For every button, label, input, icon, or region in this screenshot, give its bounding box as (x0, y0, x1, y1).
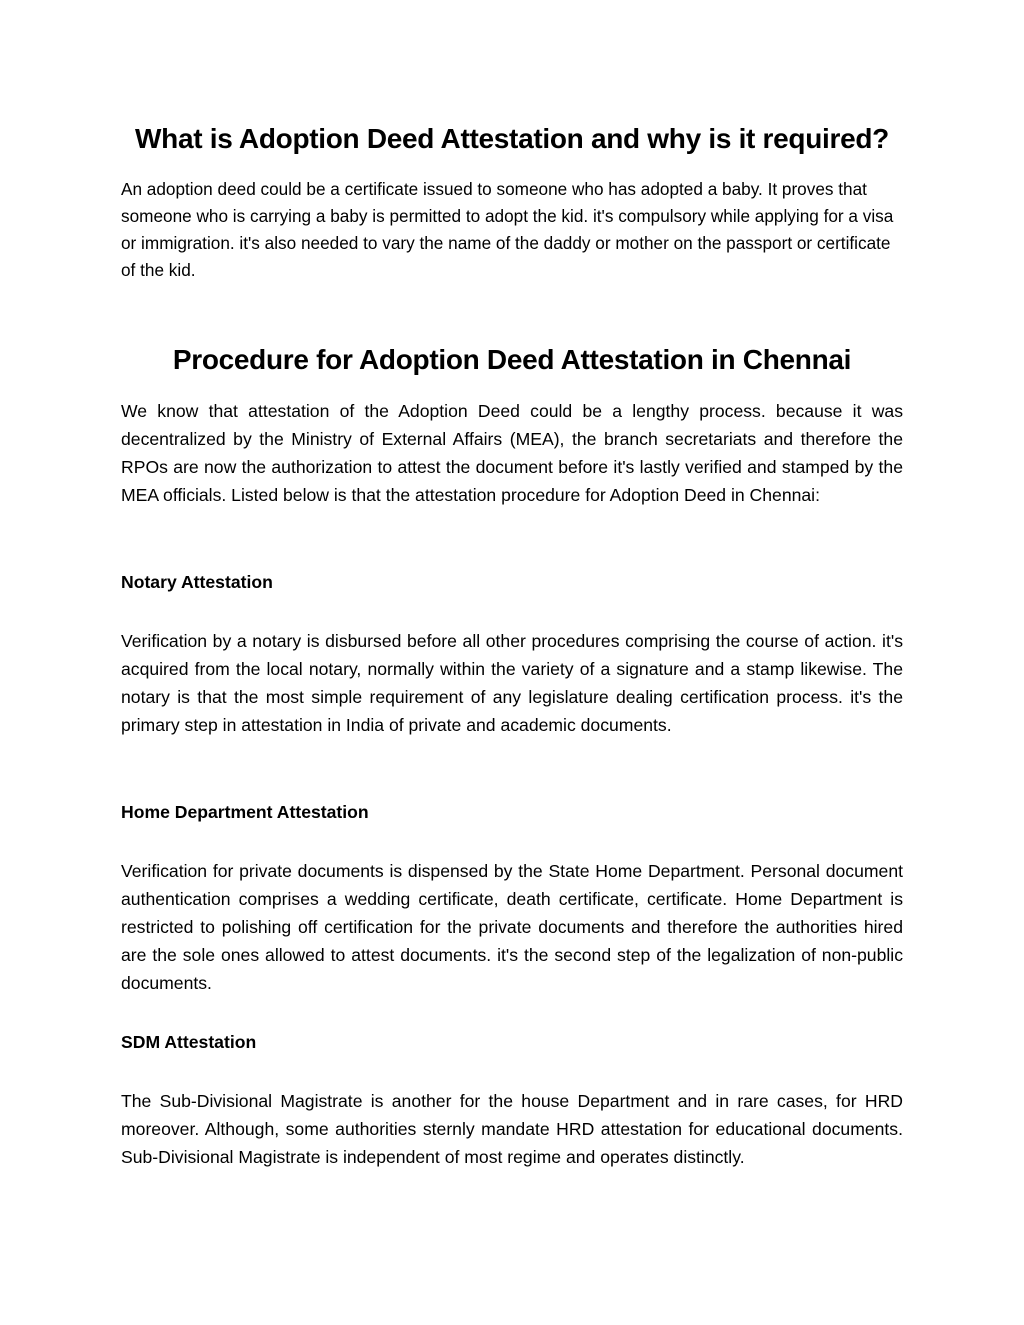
subheading-home-department-attestation: Home Department Attestation (121, 802, 369, 822)
body-home-department-attestation: Verification for private documents is dispensed by the State Home Department. Personal document authentication comprises a wedding certificate, death certificate, certificate. Home Department is restricted to polishing off certification for the private documents and therefore the authorities hired are the sole ones allowed to attest documents. it's the second step of the legalization of non-public documents. (121, 861, 903, 993)
subheading-sdm-attestation: SDM Attestation (121, 1032, 257, 1052)
section-body-procedure: We know that attestation of the Adoption Deed could be a lengthy process. because it was decentralized by the Ministry of External Affairs (MEA), the branch secretariats and therefore the RPOs are now the authorization to attest the document before it's lastly verified and stamped by the MEA officials. Listed below is that the attestation procedure for Adoption Deed in Chennai: (121, 401, 903, 505)
section-title-procedure: Procedure for Adoption Deed Attestation in Chennai (172, 344, 852, 375)
body-notary-attestation: Verification by a notary is disbursed before all other procedures comprising the course of action. it's acquired from the local notary, normally within the variety of a signature and a stamp likewise. The notary is that the most simple requirement of any legislature dealing certification process. it's the primary step in attestation in India of private and academic documents. (121, 631, 903, 735)
subheading-notary-attestation: Notary Attestation (121, 572, 273, 592)
section-body-adoption-deed: An adoption deed could be a certificate issued to someone who has adopted a baby. It proves that someone who is carrying a baby is permitted to adopt the kid. it's compulsory while applying for a visa or immigration. it's also needed to vary the name of the daddy or mother on the passport or certificate of the kid. (121, 179, 894, 280)
body-sdm-attestation: The Sub-Divisional Magistrate is another for the house Department and in rare cases, for HRD moreover. Although, some authorities sternly mandate HRD attestation for educational documents. Sub-Divisional Magistrate is independent of most regime and operates distinctly. (121, 1091, 903, 1167)
section-title-adoption-deed: What is Adoption Deed Attestation and why is it required? (135, 123, 889, 154)
